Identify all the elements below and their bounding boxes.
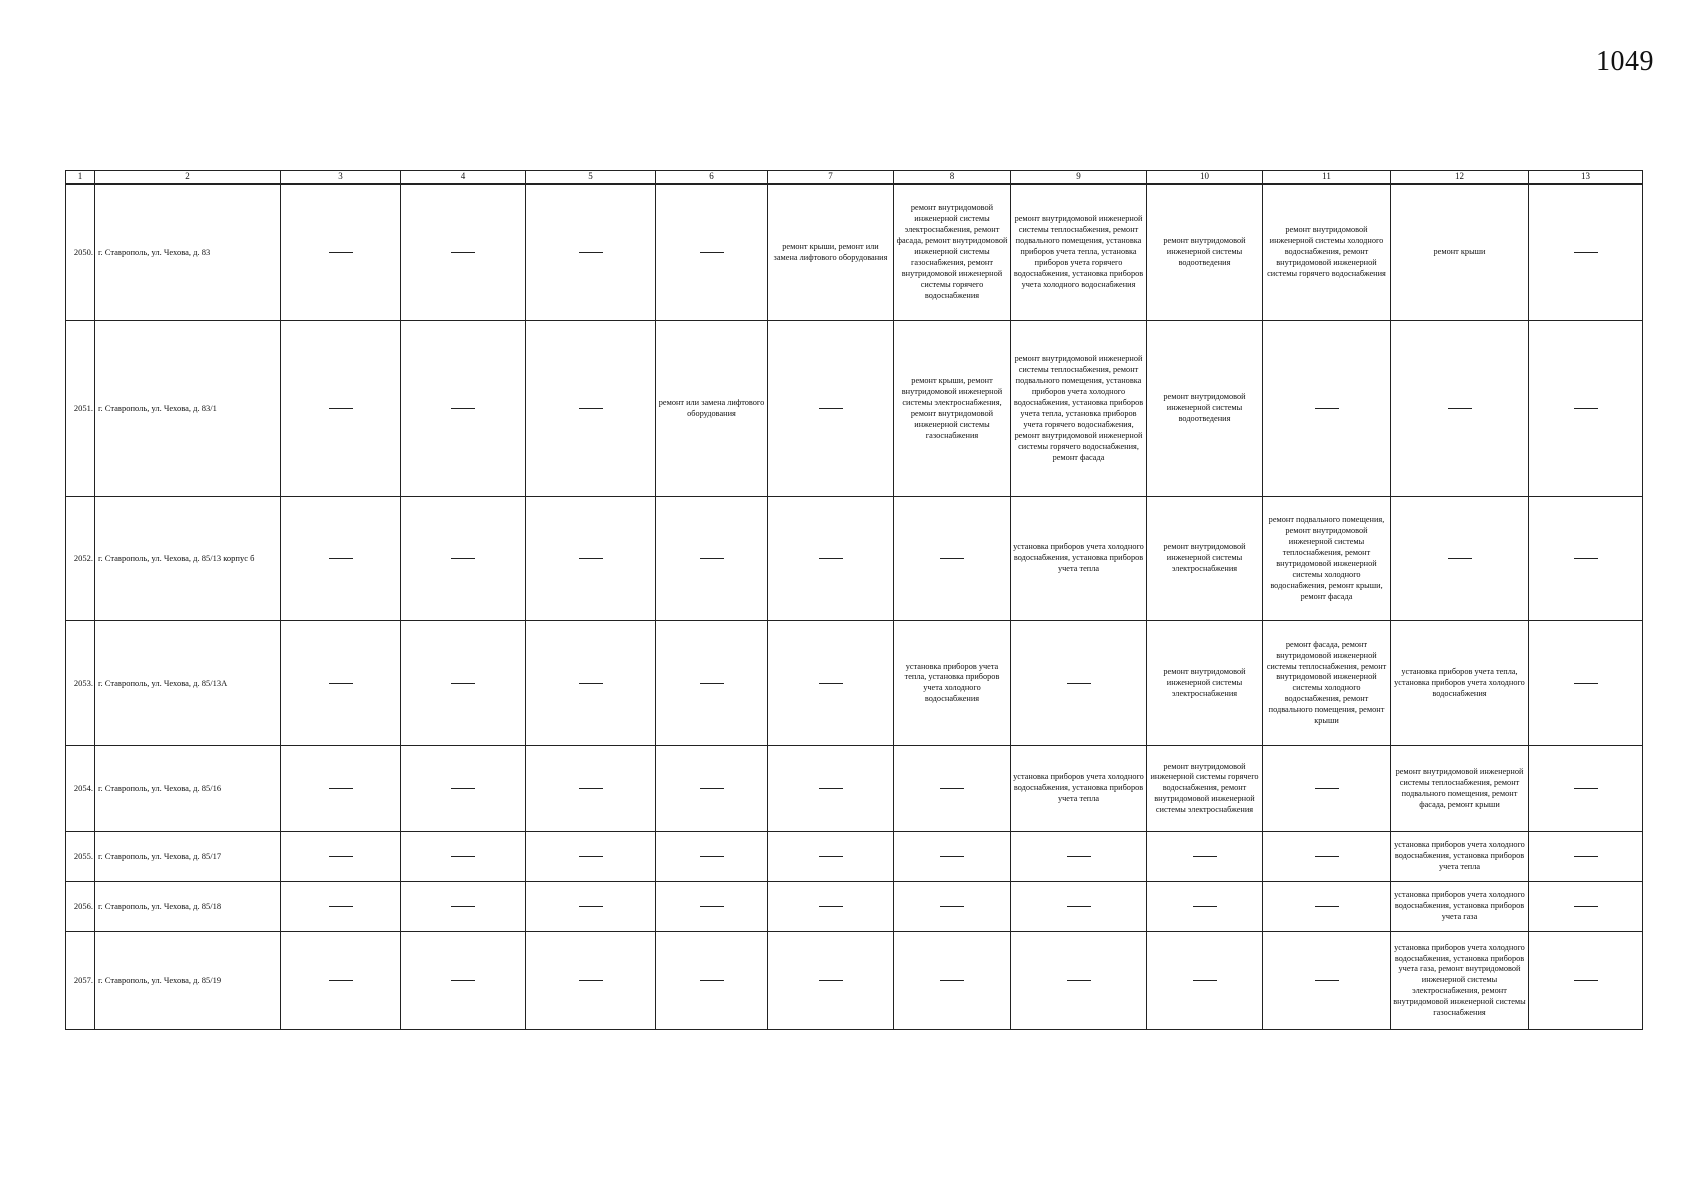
empty-cell [1147, 832, 1263, 882]
dash-mark [1193, 906, 1217, 907]
empty-cell [768, 497, 894, 621]
dash-mark [940, 906, 964, 907]
empty-cell [281, 932, 401, 1030]
column-header: 12 [1391, 171, 1529, 184]
dash-mark [1448, 558, 1472, 559]
address-cell: г. Ставрополь, ул. Чехова, д. 83 [95, 184, 281, 321]
dash-mark [700, 683, 724, 684]
dash-mark [700, 856, 724, 857]
row-number: 2057. [66, 932, 95, 1030]
dash-mark [1574, 980, 1598, 981]
works-cell: ремонт внутридомовой инженерной системы холодного водоснабжения, ремонт внутридомовой инженерной системы горячего водоснабжения [1263, 184, 1391, 321]
works-cell: ремонт внутридомовой инженерной системы теплоснабжения, ремонт подвального помещения, установка приборов учета тепла, установка приборов учета горячего водоснабжения, установка приборов учета холодного водоснабжения [1011, 184, 1147, 321]
table-row [66, 621, 1643, 746]
column-header: 1 [66, 171, 95, 184]
empty-cell [1263, 746, 1391, 832]
works-cell: ремонт внутридомовой инженерной системы электроснабжения, ремонт фасада, ремонт внутридомовой инженерной системы газоснабжения, ремонт внутридомовой инженерной системы горячего водоснабжения [894, 184, 1011, 321]
dash-mark [329, 788, 353, 789]
empty-cell [281, 746, 401, 832]
works-cell: ремонт внутридомовой инженерной системы электроснабжения [1147, 621, 1263, 746]
empty-cell [401, 746, 526, 832]
column-header: 3 [281, 171, 401, 184]
empty-cell [656, 932, 768, 1030]
empty-cell [894, 497, 1011, 621]
empty-cell [281, 832, 401, 882]
dash-mark [940, 788, 964, 789]
dash-mark [329, 558, 353, 559]
empty-cell [1147, 932, 1263, 1030]
empty-cell [401, 932, 526, 1030]
address-cell: г. Ставрополь, ул. Чехова, д. 85/13 корпус б [95, 497, 281, 621]
row-number: 2055. [66, 832, 95, 882]
dash-mark [700, 906, 724, 907]
dash-mark [819, 856, 843, 857]
empty-cell [1391, 497, 1529, 621]
dash-mark [329, 980, 353, 981]
dash-mark [1315, 408, 1339, 409]
address-cell: г. Ставрополь, ул. Чехова, д. 85/17 [95, 832, 281, 882]
works-cell: установка приборов учета холодного водоснабжения, установка приборов учета газа [1391, 882, 1529, 932]
empty-cell [1529, 621, 1643, 746]
empty-cell [656, 497, 768, 621]
address-cell: г. Ставрополь, ул. Чехова, д. 85/16 [95, 746, 281, 832]
column-number-row [66, 171, 1643, 184]
empty-cell [401, 882, 526, 932]
table-row [66, 882, 1643, 932]
works-cell: ремонт крыши, ремонт или замена лифтового оборудования [768, 184, 894, 321]
empty-cell [894, 832, 1011, 882]
empty-cell [768, 746, 894, 832]
dash-mark [1574, 856, 1598, 857]
dash-mark [819, 408, 843, 409]
column-header: 10 [1147, 171, 1263, 184]
empty-cell [768, 321, 894, 497]
column-header: 4 [401, 171, 526, 184]
dash-mark [451, 980, 475, 981]
dash-mark [579, 980, 603, 981]
row-number: 2056. [66, 882, 95, 932]
works-cell: установка приборов учета холодного водоснабжения, установка приборов учета газа, ремонт внутридомовой инженерной системы электроснабжения, ремонт внутридомовой инженерной системы газоснабжения [1391, 932, 1529, 1030]
dash-mark [451, 788, 475, 789]
table-row [66, 832, 1643, 882]
empty-cell [1529, 184, 1643, 321]
empty-cell [894, 746, 1011, 832]
dash-mark [940, 558, 964, 559]
dash-mark [1448, 408, 1472, 409]
dash-mark [1067, 906, 1091, 907]
address-cell: г. Ставрополь, ул. Чехова, д. 85/13А [95, 621, 281, 746]
works-cell: установка приборов учета тепла, установка приборов учета холодного водоснабжения [1391, 621, 1529, 746]
empty-cell [1263, 832, 1391, 882]
empty-cell [401, 832, 526, 882]
empty-cell [1263, 882, 1391, 932]
column-header: 11 [1263, 171, 1391, 184]
empty-cell [1529, 321, 1643, 497]
empty-cell [1391, 321, 1529, 497]
dash-mark [451, 906, 475, 907]
dash-mark [579, 856, 603, 857]
empty-cell [281, 882, 401, 932]
row-number: 2054. [66, 746, 95, 832]
works-cell: установка приборов учета тепла, установка приборов учета холодного водоснабжения [894, 621, 1011, 746]
table-row [66, 932, 1643, 1030]
empty-cell [1263, 321, 1391, 497]
dash-mark [940, 856, 964, 857]
dash-mark [1067, 980, 1091, 981]
dash-mark [579, 788, 603, 789]
dash-mark [1574, 558, 1598, 559]
empty-cell [526, 882, 656, 932]
empty-cell [1529, 497, 1643, 621]
works-cell: ремонт внутридомовой инженерной системы электроснабжения [1147, 497, 1263, 621]
empty-cell [1529, 832, 1643, 882]
empty-cell [656, 184, 768, 321]
column-header: 5 [526, 171, 656, 184]
works-cell: ремонт или замена лифтового оборудования [656, 321, 768, 497]
dash-mark [1315, 980, 1339, 981]
dash-mark [1574, 408, 1598, 409]
dash-mark [819, 788, 843, 789]
empty-cell [401, 184, 526, 321]
empty-cell [768, 882, 894, 932]
empty-cell [1011, 932, 1147, 1030]
row-number: 2051. [66, 321, 95, 497]
works-cell: установка приборов учета холодного водоснабжения, установка приборов учета тепла [1011, 497, 1147, 621]
dash-mark [1315, 906, 1339, 907]
address-cell: г. Ставрополь, ул. Чехова, д. 83/1 [95, 321, 281, 497]
works-cell: ремонт внутридомовой инженерной системы теплоснабжения, ремонт подвального помещения, установка приборов учета холодного водоснабжения, установка приборов учета тепла, установка приборов учета горячего водоснабжения, ремонт внутридомовой инженерной системы горячего водоснабжения, ремонт фасада [1011, 321, 1147, 497]
dash-mark [700, 558, 724, 559]
empty-cell [1011, 621, 1147, 746]
dash-mark [1574, 683, 1598, 684]
empty-cell [526, 321, 656, 497]
empty-cell [768, 621, 894, 746]
empty-cell [656, 882, 768, 932]
works-cell: установка приборов учета холодного водоснабжения, установка приборов учета тепла [1391, 832, 1529, 882]
dash-mark [579, 683, 603, 684]
works-cell: ремонт крыши, ремонт внутридомовой инженерной системы электроснабжения, ремонт внутридомовой инженерной системы газоснабжения [894, 321, 1011, 497]
dash-mark [579, 558, 603, 559]
empty-cell [526, 746, 656, 832]
row-number: 2050. [66, 184, 95, 321]
dash-mark [819, 980, 843, 981]
empty-cell [656, 621, 768, 746]
works-cell: установка приборов учета холодного водоснабжения, установка приборов учета тепла [1011, 746, 1147, 832]
column-header: 13 [1529, 171, 1643, 184]
repair-schedule-table [65, 170, 1643, 1030]
page-number: 1049 [1596, 46, 1654, 77]
empty-cell [281, 497, 401, 621]
works-cell: ремонт фасада, ремонт внутридомовой инженерной системы теплоснабжения, ремонт внутридомовой инженерной системы холодного водоснабжения, ремонт подвального помещения, ремонт крыши [1263, 621, 1391, 746]
dash-mark [329, 252, 353, 253]
dash-mark [1574, 906, 1598, 907]
empty-cell [526, 184, 656, 321]
works-cell: ремонт крыши [1391, 184, 1529, 321]
row-number: 2053. [66, 621, 95, 746]
dash-mark [700, 788, 724, 789]
empty-cell [1529, 882, 1643, 932]
dash-mark [1574, 788, 1598, 789]
dash-mark [1315, 788, 1339, 789]
empty-cell [1529, 746, 1643, 832]
empty-cell [656, 746, 768, 832]
empty-cell [281, 184, 401, 321]
dash-mark [329, 683, 353, 684]
dash-mark [579, 252, 603, 253]
dash-mark [579, 408, 603, 409]
table-row [66, 746, 1643, 832]
dash-mark [451, 558, 475, 559]
dash-mark [329, 906, 353, 907]
dash-mark [451, 683, 475, 684]
dash-mark [579, 906, 603, 907]
empty-cell [281, 621, 401, 746]
table-row [66, 497, 1643, 621]
dash-mark [819, 683, 843, 684]
empty-cell [526, 621, 656, 746]
empty-cell [526, 932, 656, 1030]
dash-mark [940, 980, 964, 981]
column-header: 9 [1011, 171, 1147, 184]
empty-cell [1529, 932, 1643, 1030]
empty-cell [401, 321, 526, 497]
column-header: 6 [656, 171, 768, 184]
dash-mark [1193, 856, 1217, 857]
dash-mark [1067, 683, 1091, 684]
dash-mark [1067, 856, 1091, 857]
empty-cell [656, 832, 768, 882]
empty-cell [526, 832, 656, 882]
works-cell: ремонт внутридомовой инженерной системы теплоснабжения, ремонт подвального помещения, ремонт фасада, ремонт крыши [1391, 746, 1529, 832]
address-cell: г. Ставрополь, ул. Чехова, д. 85/19 [95, 932, 281, 1030]
dash-mark [451, 408, 475, 409]
dash-mark [1193, 980, 1217, 981]
works-cell: ремонт внутридомовой инженерной системы водоотведения [1147, 184, 1263, 321]
empty-cell [401, 621, 526, 746]
address-cell: г. Ставрополь, ул. Чехова, д. 85/18 [95, 882, 281, 932]
dash-mark [700, 252, 724, 253]
empty-cell [281, 321, 401, 497]
empty-cell [1147, 882, 1263, 932]
empty-cell [1011, 882, 1147, 932]
dash-mark [451, 252, 475, 253]
empty-cell [401, 497, 526, 621]
table-row [66, 321, 1643, 497]
empty-cell [894, 882, 1011, 932]
empty-cell [1011, 832, 1147, 882]
empty-cell [526, 497, 656, 621]
works-cell: ремонт подвального помещения, ремонт внутридомовой инженерной системы теплоснабжения, ремонт внутридомовой инженерной системы холодного водоснабжения, ремонт крыши, ремонт фасада [1263, 497, 1391, 621]
dash-mark [329, 856, 353, 857]
works-cell: ремонт внутридомовой инженерной системы водоотведения [1147, 321, 1263, 497]
empty-cell [768, 932, 894, 1030]
column-header: 2 [95, 171, 281, 184]
dash-mark [819, 558, 843, 559]
empty-cell [894, 932, 1011, 1030]
empty-cell [1263, 932, 1391, 1030]
works-cell: ремонт внутридомовой инженерной системы горячего водоснабжения, ремонт внутридомовой инженерной системы электроснабжения [1147, 746, 1263, 832]
dash-mark [819, 906, 843, 907]
dash-mark [451, 856, 475, 857]
column-header: 8 [894, 171, 1011, 184]
dash-mark [1315, 856, 1339, 857]
dash-mark [700, 980, 724, 981]
row-number: 2052. [66, 497, 95, 621]
column-header: 7 [768, 171, 894, 184]
dash-mark [1574, 252, 1598, 253]
empty-cell [768, 832, 894, 882]
table-row [66, 184, 1643, 321]
dash-mark [329, 408, 353, 409]
